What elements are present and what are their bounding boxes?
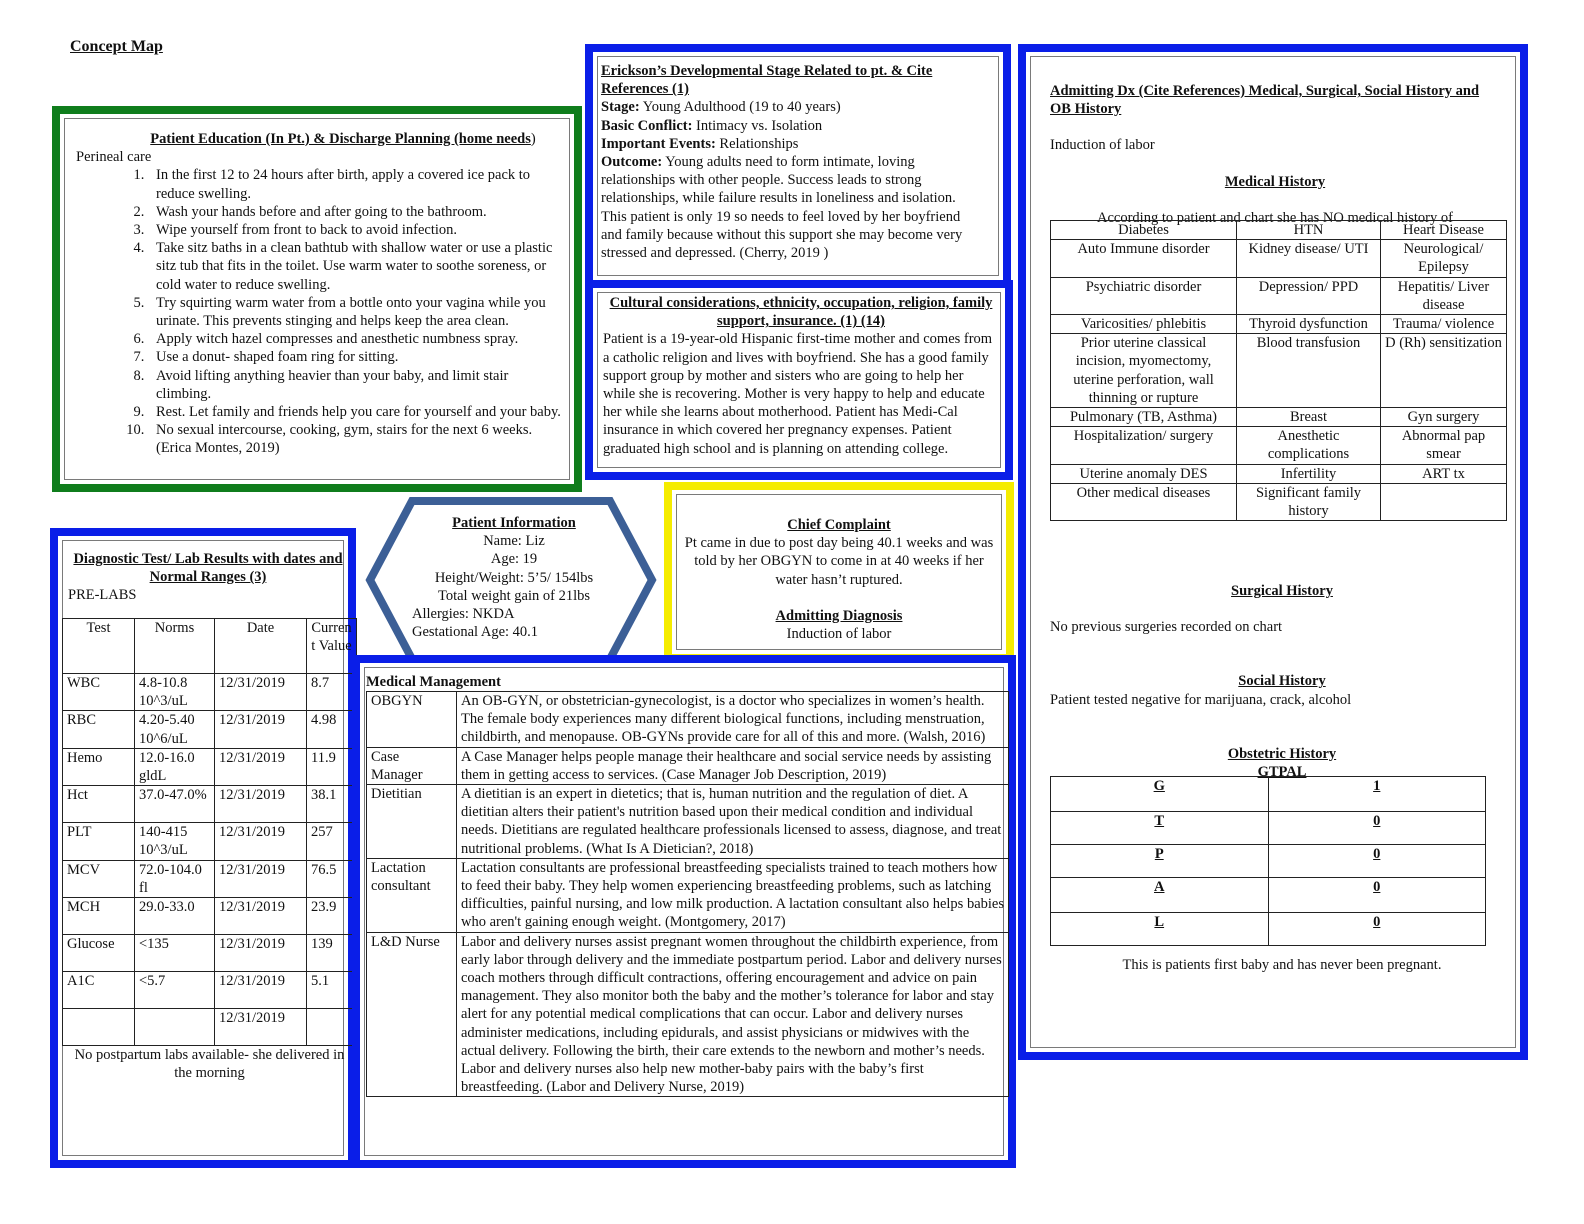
management-description: Labor and delivery nurses assist pregnant women throughout the childbirth experience, from early labor through delivery and the immediate postpartum period. Labor and delivery nurses coach mothers through difficult contractions, offering encouragement and advice on pain management. They also monitor both the baby and the mother’s tolerance for labor and stay alert for any potential medical complications that can occur. Labor and delivery nurses administer medications, including epidurals, and assist physicians or midwives with the actual delivery. Following the birth, their care extends to the newborn and mother’s needs. Labor and delivery nurses also help new mother-baby pairs with the baby’s first breastfeeding. (Labor and Delivery Nurse, 2019) — [457, 932, 1009, 1097]
obstetric-history-heading: Obstetric History — [1227, 745, 1337, 762]
patient-name: Name: Liz — [483, 533, 545, 550]
cultural-text: Patient is a 19-year-old Hispanic first-time mother and comes from a catholic religion and lives with boyfriend. She has a good family support group by mother and sisters who are going to help her while she is recovering. Mother is very happy to help and educate her while she learns about motherhood. Patient has Medi-Cal insurance in which covered her pregnancy expenses. Patient graduated high school and is planning on attending college. — [603, 331, 993, 457]
lab-cell: 4.20-5.40 10^6/uL — [135, 711, 215, 748]
education-subtitle: Perineal care — [76, 149, 152, 166]
patient-age: Age: 19 — [490, 551, 538, 568]
table-cell: Depression/ PPD — [1237, 277, 1381, 314]
social-history-text: Patient tested negative for marijuana, crack, alcohol — [1050, 691, 1352, 708]
education-item: 9. Rest. Let family and friends help you care for yourself and your baby. — [148, 403, 566, 421]
table-cell: Anesthetic complications — [1237, 427, 1381, 464]
surgical-history-text: No previous surgeries recorded on chart — [1050, 619, 1283, 636]
erickson-box — [585, 44, 1011, 288]
management-row — [367, 785, 1009, 859]
management-row — [367, 692, 1009, 748]
lab-cell: 139 — [307, 935, 357, 972]
management-description: A Case Manager helps people manage their healthcare and social service needs by assisting them in getting access to services. (Case Manager Job Description, 2019) — [457, 747, 1009, 784]
surgical-history-heading: Surgical History — [1231, 583, 1333, 599]
lab-column-header: Date — [215, 619, 307, 674]
cultural-heading: Cultural considerations, ethnicity, occupation, religion, family support, insurance. (1) (14) — [609, 295, 993, 330]
patient-allergies: Allergies: NKDA — [412, 606, 515, 623]
diagnostic-box — [50, 528, 356, 1168]
lab-row — [63, 935, 357, 972]
gtpal-row — [1051, 913, 1486, 946]
table-cell: HTN — [1237, 221, 1381, 240]
lab-cell: 11.9 — [307, 748, 357, 785]
table-cell: ART tx — [1381, 464, 1507, 483]
lab-cell: 12/31/2019 — [215, 674, 307, 711]
lab-cell: 5.1 — [307, 972, 357, 1009]
management-table — [366, 691, 1009, 1097]
gtpal-value: 0 — [1268, 913, 1486, 946]
lab-table — [62, 618, 357, 1082]
lab-cell: 23.9 — [307, 898, 357, 935]
cultural-box — [585, 280, 1013, 480]
education-heading: Patient Education (In Pt.) & Discharge Planning (home needs) — [150, 131, 536, 147]
lab-row — [63, 748, 357, 785]
table-cell: Breast — [1237, 408, 1381, 427]
lab-cell: Glucose — [63, 935, 135, 972]
lab-cell: MCH — [63, 898, 135, 935]
lab-cell: PLT — [63, 823, 135, 860]
table-cell: Abnormal pap smear — [1381, 427, 1507, 464]
lab-cell: Hemo — [63, 748, 135, 785]
admitting-diagnosis-heading: Admitting Diagnosis — [775, 607, 903, 624]
table-cell — [1381, 483, 1507, 520]
lab-row — [63, 898, 357, 935]
gtpal-value: 0 — [1268, 878, 1486, 913]
erickson-conflict: Basic Conflict: Intimacy vs. Isolation — [601, 117, 823, 134]
prelabs-label: PRE-LABS — [68, 587, 137, 604]
lab-cell: <135 — [135, 935, 215, 972]
lab-row — [63, 711, 357, 748]
lab-cell: 12/31/2019 — [215, 972, 307, 1009]
lab-cell: 4.8-10.8 10^3/uL — [135, 674, 215, 711]
table-row — [1051, 483, 1507, 520]
table-row — [1051, 240, 1507, 277]
lab-row — [63, 860, 357, 897]
lab-cell: 140-415 10^3/uL — [135, 823, 215, 860]
gtpal-row — [1051, 777, 1486, 812]
table-cell: Hepatitis/ Liver disease — [1381, 277, 1507, 314]
social-history-heading: Social History — [1238, 673, 1326, 690]
table-row — [1051, 334, 1507, 408]
gtpal-table — [1050, 776, 1486, 946]
medical-history-heading: Medical History — [1224, 173, 1326, 190]
table-row — [1051, 221, 1507, 240]
lab-header-row — [63, 619, 357, 674]
lab-cell: MCV — [63, 860, 135, 897]
lab-cell: 37.0-47.0% — [135, 786, 215, 823]
education-item: 8. Avoid lifting anything heavier than your baby, and limit stair climbing. — [148, 367, 566, 403]
table-cell: Infertility — [1237, 464, 1381, 483]
lab-cell: 12/31/2019 — [215, 786, 307, 823]
education-item: 5. Try squirting warm water from a bottle onto your vagina while you urinate. This prevents stinging and helps keep the area clean. — [148, 294, 566, 330]
patient-education-box — [52, 106, 582, 492]
admitting-diagnosis-text: Induction of labor — [786, 626, 892, 643]
gtpal-row — [1051, 812, 1486, 845]
table-row — [1051, 464, 1507, 483]
table-cell: Uterine anomaly DES — [1051, 464, 1237, 483]
gtpal-letter: T — [1051, 812, 1269, 845]
lab-cell: 257 — [307, 823, 357, 860]
education-item: 2. Wash your hands before and after going to the bathroom. — [148, 203, 566, 221]
lab-cell: 38.1 — [307, 786, 357, 823]
erickson-heading: Erickson’s Developmental Stage Related to pt. & Cite References (1) — [601, 63, 933, 98]
admitting-heading: Admitting Dx (Cite References) Medical, Surgical, Social History and OB History — [1050, 83, 1480, 118]
lab-cell: 4.98 — [307, 711, 357, 748]
lab-cell: 12/31/2019 — [215, 1009, 307, 1046]
management-description: Lactation consultants are professional breastfeeding specialists trained to teach mothers how to feed their baby. They help women experiencing breastfeeding problems, such as latching difficulties, painful nursing, and low milk production. A lactation consultant also helps babies who aren't gaining enough weight. (Montgomery, 2017) — [457, 858, 1009, 932]
chief-complaint-heading: Chief Complaint — [787, 517, 891, 533]
gtpal-row — [1051, 878, 1486, 913]
table-cell: D (Rh) sensitization — [1381, 334, 1507, 408]
medical-history-intro: According to patient and chart she has NO medical history of — [1097, 209, 1453, 226]
patient-gestational-age: Gestational Age: 40.1 — [412, 624, 539, 641]
table-cell: Blood transfusion — [1237, 334, 1381, 408]
admitting-box — [1018, 44, 1528, 1060]
erickson-events: Important Events: Relationships — [601, 135, 799, 152]
table-cell: Prior uterine classical incision, myomectomy, uterine perforation, wall thinning or rupture — [1051, 334, 1237, 408]
table-cell: Hospitalization/ surgery — [1051, 427, 1237, 464]
gtpal-value: 0 — [1268, 845, 1486, 878]
lab-cell: 72.0-104.0 fl — [135, 860, 215, 897]
management-role: Lactation consultant — [367, 858, 457, 932]
management-role: Case Manager — [367, 747, 457, 784]
lab-column-header: Test — [63, 619, 135, 674]
lab-cell: 12/31/2019 — [215, 935, 307, 972]
lab-row — [63, 1009, 357, 1046]
management-row — [367, 932, 1009, 1097]
lab-cell — [135, 1009, 215, 1046]
management-description: An OB-GYN, or obstetrician-gynecologist, is a doctor who specializes in women’s health. The female body experiences many different biological functions, including menstruation, childbirth, and menopause. OB-GYNs provide care for all of this and more. (Walsh, 2016) — [457, 692, 1009, 748]
table-cell: Varicosities/ phlebitis — [1051, 315, 1237, 334]
management-role: Dietitian — [367, 785, 457, 859]
education-item: 7. Use a donut- shaped foam ring for sitting. — [148, 348, 566, 366]
table-cell: Diabetes — [1051, 221, 1237, 240]
education-item: 3. Wipe yourself from front to back to avoid infection. — [148, 221, 566, 239]
lab-cell: 29.0-33.0 — [135, 898, 215, 935]
management-role: L&D Nurse — [367, 932, 457, 1097]
gtpal-letter: G — [1051, 777, 1269, 812]
management-box — [352, 655, 1016, 1168]
patient-weight-gain: Total weight gain of 21lbs — [437, 587, 591, 604]
lab-cell: 12/31/2019 — [215, 823, 307, 860]
table-cell: Psychiatric disorder — [1051, 277, 1237, 314]
education-list — [76, 166, 566, 457]
lab-row — [63, 972, 357, 1009]
table-row — [1051, 315, 1507, 334]
lab-cell — [307, 1009, 357, 1046]
lab-cell: 12.0-16.0 gldL — [135, 748, 215, 785]
table-row — [1051, 408, 1507, 427]
lab-cell: WBC — [63, 674, 135, 711]
gtpal-row — [1051, 845, 1486, 878]
erickson-outcome: Outcome: Young adults need to form intimate, loving relationships with other people. Success leads to strong relationships, while failure results in loneliness and isolation. This patient is only 19 so needs to feel loved by her boyfriend and family because without this support she may become very stressed and depressed. (Cherry, 2019 ) — [601, 154, 963, 262]
table-row — [1051, 427, 1507, 464]
lab-row — [63, 823, 357, 860]
lab-cell: <5.7 — [135, 972, 215, 1009]
management-description: A dietitian is an expert in dietetics; that is, human nutrition and the regulation of diet. A dietitian alters their patient's nutrition based upon their medical condition and individual needs. Dietitians are regulated healthcare professionals licensed to assess, diagnose, and treat nutritional problems. (What Is A Dietician?, 2018) — [457, 785, 1009, 859]
chief-complaint-text: Pt came in due to post day being 40.1 weeks and was told by her OBGYN to come in at 40 weeks if her water hasn’t ruptured. — [684, 535, 994, 588]
lab-cell: Hct — [63, 786, 135, 823]
table-row — [1051, 277, 1507, 314]
page-title: Concept Map — [70, 38, 163, 55]
medical-history-table — [1050, 220, 1507, 521]
patient-height-weight: Height/Weight: 5’5/ 154lbs — [434, 569, 594, 586]
patient-info-heading: Patient Information — [452, 515, 576, 531]
table-cell: Pulmonary (TB, Asthma) — [1051, 408, 1237, 427]
table-cell: Neurological/ Epilepsy — [1381, 240, 1507, 277]
gtpal-heading: GTPAL — [1257, 764, 1307, 781]
lab-cell: RBC — [63, 711, 135, 748]
lab-cell: 12/31/2019 — [215, 711, 307, 748]
lab-row — [63, 786, 357, 823]
lab-row — [63, 674, 357, 711]
lab-cell: 8.7 — [307, 674, 357, 711]
management-row — [367, 747, 1009, 784]
table-cell: Auto Immune disorder — [1051, 240, 1237, 277]
management-row — [367, 858, 1009, 932]
table-cell: Kidney disease/ UTI — [1237, 240, 1381, 277]
gtpal-value: 1 — [1268, 777, 1486, 812]
management-role: OBGYN — [367, 692, 457, 748]
education-item: 1. In the first 12 to 24 hours after birth, apply a covered ice pack to reduce swelling. — [148, 166, 566, 202]
education-item: 6. Apply witch hazel compresses and anesthetic numbness spray. — [148, 330, 566, 348]
table-cell: Significant family history — [1237, 483, 1381, 520]
education-item: 10. No sexual intercourse, cooking, gym, stairs for the next 6 weeks. (Erica Montes, 2019) — [148, 421, 566, 457]
education-item: 4. Take sitz baths in a clean bathtub with shallow water or use a plastic sitz tub that fits in the toilet. Use warm water to soothe soreness, or cold water to reduce swelling. — [148, 239, 566, 294]
management-heading: Medical Management — [366, 674, 501, 690]
gtpal-letter: A — [1051, 878, 1269, 913]
lab-cell: A1C — [63, 972, 135, 1009]
diagnostic-heading: Diagnostic Test/ Lab Results with dates and Normal Ranges (3) — [73, 551, 343, 586]
table-cell: Thyroid dysfunction — [1237, 315, 1381, 334]
lab-cell: 12/31/2019 — [215, 898, 307, 935]
gtpal-value: 0 — [1268, 812, 1486, 845]
table-cell: Other medical diseases — [1051, 483, 1237, 520]
lab-column-header: Current Value — [307, 619, 357, 674]
admitting-dx: Induction of labor — [1050, 137, 1155, 154]
table-cell: Trauma/ violence — [1381, 315, 1507, 334]
erickson-stage: Stage: Young Adulthood (19 to 40 years) — [601, 99, 841, 116]
gtpal-letter: P — [1051, 845, 1269, 878]
patient-info — [404, 514, 624, 641]
lab-column-header: Norms — [135, 619, 215, 674]
table-cell: Gyn surgery — [1381, 408, 1507, 427]
lab-cell — [63, 1009, 135, 1046]
lab-cell: 12/31/2019 — [215, 748, 307, 785]
lab-cell: 12/31/2019 — [215, 860, 307, 897]
gtpal-letter: L — [1051, 913, 1269, 946]
table-cell: Heart Disease — [1381, 221, 1507, 240]
lab-note: No postpartum labs available- she delivered in the morning — [74, 1047, 345, 1082]
lab-cell: 76.5 — [307, 860, 357, 897]
ob-note: This is patients first baby and has never been pregnant. — [1122, 957, 1442, 973]
chief-complaint-box — [664, 482, 1014, 662]
